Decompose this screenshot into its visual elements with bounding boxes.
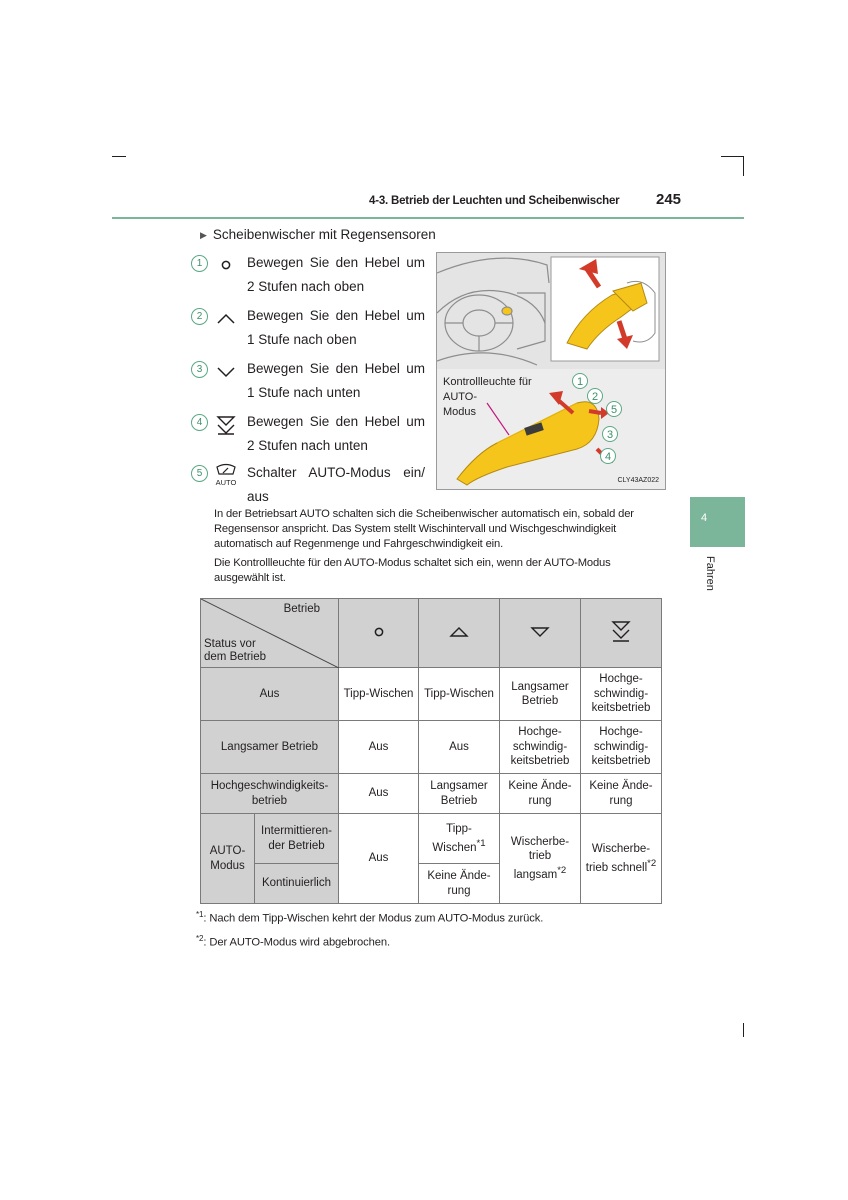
table-cell: Langsamer Betrieb [419,774,500,814]
crop-mark [112,156,126,157]
corner-bottom-label: Status vor dem Betrieb [204,638,267,663]
circle-symbol-icon [215,255,237,273]
figure-code: CLY43AZ022 [617,477,659,484]
footnote-text: : Der AUTO-Modus wird abgebrochen. [203,936,391,949]
table-cell: Langsamer Betrieb [500,668,581,721]
table-cell: Tipp-Wischen [419,668,500,721]
double-triangle-down-symbol-icon [610,619,632,643]
section-title [200,227,436,242]
triangle-down-symbol-icon [529,622,551,640]
table-cell [581,814,662,904]
cell-text: Tipp-Wischen [432,823,477,854]
header-double-triangle-down-symbol [581,599,662,668]
table-cell: Aus [339,721,419,774]
page-number: 245 [656,191,682,208]
wiper-mode-table [200,598,662,904]
figure-marker: 4 [604,451,612,463]
row-label: Aus [201,668,339,721]
header-circle-symbol [339,599,419,668]
footnote-text: : Nach dem Tipp-Wischen kehrt der Modus zum AUTO-Modus zurück. [203,912,544,925]
corner-header-cell [201,599,339,668]
auto-sub-continuous: Kontinuierlich [255,864,339,904]
circle-symbol-icon [368,622,390,640]
bullet-triangle-icon: ▶ [200,230,207,240]
wiper-lever-illustration [436,252,666,490]
footnote [196,910,543,925]
auto-wiper-symbol-icon [213,461,239,487]
crop-mark [743,1023,744,1037]
figure-marker: 2 [591,391,599,403]
table-cell: Aus [339,774,419,814]
header-triangle-down-symbol [500,599,581,668]
step-number-badge: 3 [191,361,208,378]
footnote-mark: *1 [476,837,486,849]
paragraph-auto-mode: In der Betriebsart AUTO schalten sich die Scheibenwischer automatisch ein, sobald der Regensensor anspricht. Das System stellt Wischintervall und Wischgeschwindigkeit automatisch auf Regenmenge und Fahrgeschwindigkeit ein. [214,508,634,550]
paragraph-indicator: Die Kontrollleuchte für den AUTO-Modus schaltet sich ein, wenn der AUTO-Modus ausgewählt ist. [214,557,611,584]
indicator-callout-line2: AUTO- [443,391,478,403]
step-text: Bewegen Sie den Hebel um 2 Stufen nach oben [247,255,425,294]
table-cell: Keine Ände-rung [500,774,581,814]
figure-marker: 5 [610,404,618,416]
step-number-badge: 2 [191,308,208,325]
step-text: Bewegen Sie den Hebel um 1 Stufe nach unten [247,361,425,400]
footnote-mark: *1 [196,910,204,919]
chapter-section-title: 4-3. Betrieb der Leuchten und Scheibenwischer [369,195,620,207]
corner-top-label: Betrieb [283,603,320,615]
table-cell: Hochge-schwindig-keitsbetrieb [500,721,581,774]
step-text: Schalter AUTO-Modus ein/ aus [247,465,425,504]
triangle-up-symbol-icon [215,308,237,326]
table-row [201,774,662,814]
crop-mark [721,156,743,157]
table-cell [419,814,500,864]
table-row [201,721,662,774]
footnote-mark: *2 [557,864,567,876]
triangle-down-symbol-icon [215,361,237,379]
auto-symbol-label: AUTO [215,478,237,487]
auto-sub-intermittent: Intermittieren-der Betrieb [255,814,339,864]
triangle-up-symbol-icon [448,622,470,640]
header-rule [112,217,744,219]
chapter-tab [690,497,745,547]
row-label: Hochgeschwindigkeits-betrieb [201,774,339,814]
lever-illustration-graphic [437,253,665,489]
step-number-badge: 5 [191,465,208,482]
chapter-label: Fahren [704,556,716,591]
crop-mark [743,156,744,176]
step-number-badge: 4 [191,414,208,431]
indicator-callout-line3: Modus [443,406,477,418]
footnote [196,934,390,949]
table-cell: Hochge-schwindig-keitsbetrieb [581,721,662,774]
double-triangle-down-symbol-icon [215,414,237,436]
table-cell: Aus [339,814,419,904]
table-cell: Tipp-Wischen [339,668,419,721]
step-text: Bewegen Sie den Hebel um 1 Stufe nach oben [247,308,425,347]
table-cell: Keine Ände-rung [419,864,500,904]
table-row [201,668,662,721]
step-text: Bewegen Sie den Hebel um 2 Stufen nach unten [247,414,425,453]
figure-marker: 1 [576,376,584,388]
row-label: Langsamer Betrieb [201,721,339,774]
auto-mode-label: AUTO-Modus [201,814,255,904]
figure-marker: 3 [606,429,614,441]
step-number-badge: 1 [191,255,208,272]
section-title-text: Scheibenwischer mit Regensensoren [212,227,436,242]
cell-text: Wischerbe-trieb schnell [585,843,651,874]
table-cell: Hochge-schwindig-keitsbetrieb [581,668,662,721]
table-cell: Aus [419,721,500,774]
footnote-mark: *2 [647,857,657,869]
table-cell: Keine Ände-rung [581,774,662,814]
footnote-mark: *2 [196,934,204,943]
chapter-number: 4 [701,512,708,524]
table-cell [500,814,581,904]
table-row [201,814,662,864]
indicator-callout-line1: Kontrollleuchte für [443,376,532,388]
header-triangle-up-symbol [419,599,500,668]
cell-text: Wischerbe-trieb langsam [510,835,570,881]
